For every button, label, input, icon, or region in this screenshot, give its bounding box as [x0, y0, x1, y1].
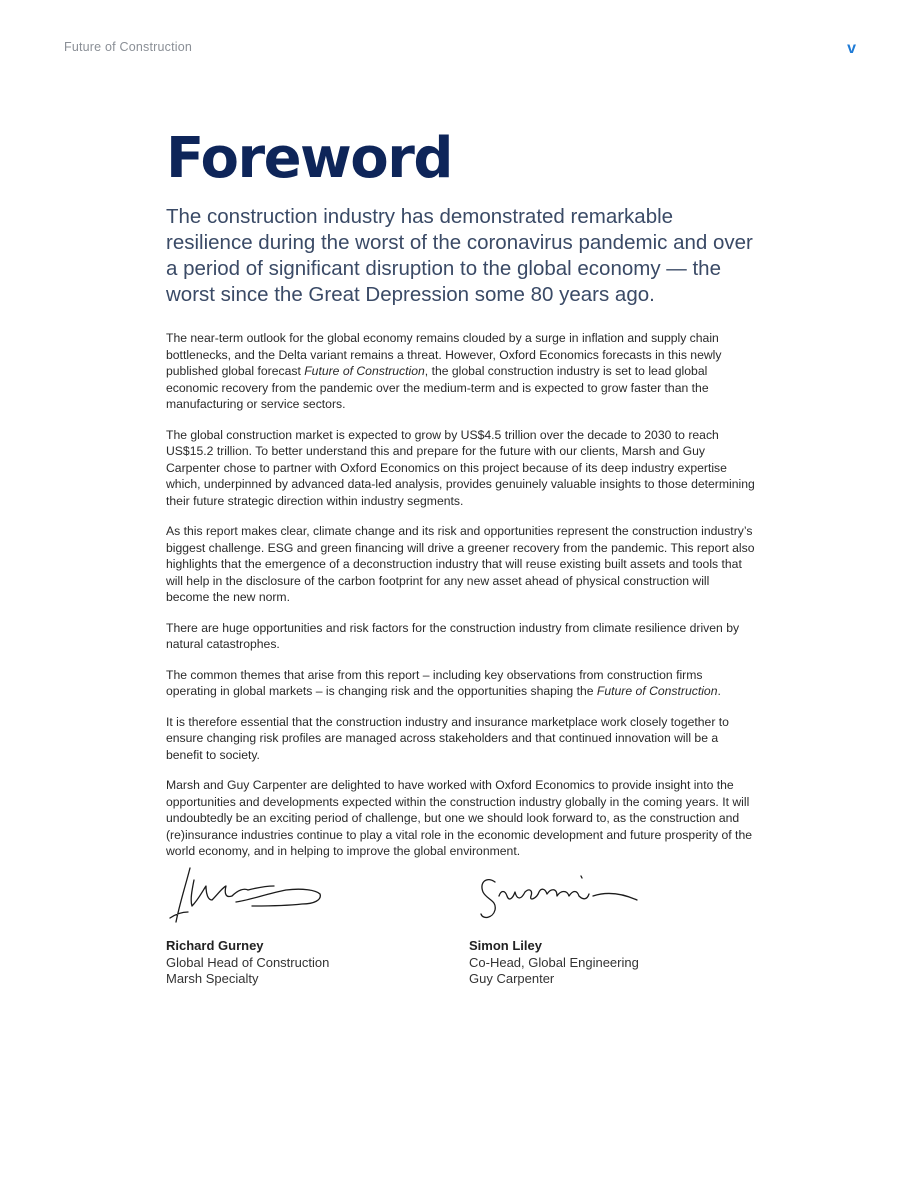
paragraph-4: There are huge opportunities and risk factors for the construction industry from climate resilience driven by natural catastrophes.: [166, 620, 740, 651]
paragraph-3: As this report makes clear, climate change and its risk and opportunities represent the construction industry’s biggest challenge. ESG and green financing will drive a greener recovery from the pandemic. This report also highlights that the emergence of a deconstruction industry that will reuse existing built assets and tools that will help in the disclosure of the carbon footprint for any new asset ahead of physical construction will become the new norm.: [166, 524, 755, 604]
body-text: [166, 330, 766, 860]
paragraph-5: The common themes that arise from this report – including key observations from construction firms operating in global markets – is changing risk and the opportunities shaping the Future of Construction.: [166, 667, 721, 698]
paragraph-7: Marsh and Guy Carpenter are delighted to have worked with Oxford Economics to provide insight into the opportunities and developments expected within the construction industry globally in the coming years. It will undoubtedly be an exciting period of challenge, but one we should look forward to, as the construction and (re)insurance industries continue to play a vital role in the economic development and future prosperity of the world economy, and in helping to improve the global environment.: [166, 778, 752, 858]
lead-paragraph: The construction industry has demonstrated remarkable resilience during the worst of the coronavirus pandemic and over a period of significant disruption to the global economy — the worst since the Great Depression some 80 years ago.: [166, 205, 753, 306]
signatory-simon-liley: [469, 860, 649, 988]
signature-block: [166, 860, 766, 1000]
signatory-name: Richard Gurney: [166, 938, 264, 953]
running-header: Future of Construction: [64, 40, 193, 54]
signature-simon-liley: [469, 860, 649, 932]
signatory-role: Global Head of Construction: [166, 954, 330, 970]
paragraph-6: It is therefore essential that the construction industry and insurance marketplace work closely together to ensure changing risk profiles are managed across stakeholders and that continued innovation will be a benefit to society.: [166, 714, 729, 762]
page-number: v: [847, 40, 856, 57]
signatory-richard-gurney: [166, 860, 336, 988]
foreword-content: [166, 126, 766, 874]
paragraph-2: The global construction market is expected to grow by US$4.5 trillion over the decade to 2030 to reach US$15.2 trillion. To better understand this and prepare for the future with our clients, Marsh and Guy Carpenter chose to partner with Oxford Economics on this project because of its deep industry expertise which, underpinned by advanced data-led analysis, provides genuinely valuable insights to those determining their future strategic direction within industry segments.: [166, 427, 755, 508]
signatory-name: Simon Liley: [469, 938, 542, 953]
signatory-role: Co-Head, Global Engineering: [469, 954, 639, 970]
signature-richard-gurney: [166, 860, 336, 932]
page-title: Foreword: [166, 126, 452, 191]
signatory-organization: Marsh Specialty: [166, 971, 259, 986]
signatory-organization: Guy Carpenter: [469, 971, 555, 986]
paragraph-1: The near-term outlook for the global economy remains clouded by a surge in inflation and supply chain bottlenecks, and the Delta variant remains a threat. However, Oxford Economics forecasts in this newly published global forecast Future of Construction, the global construction industry is set to lead global economic recovery from the pandemic over the medium-term and is expected to grow faster than the manufacturing or service sectors.: [166, 331, 722, 411]
